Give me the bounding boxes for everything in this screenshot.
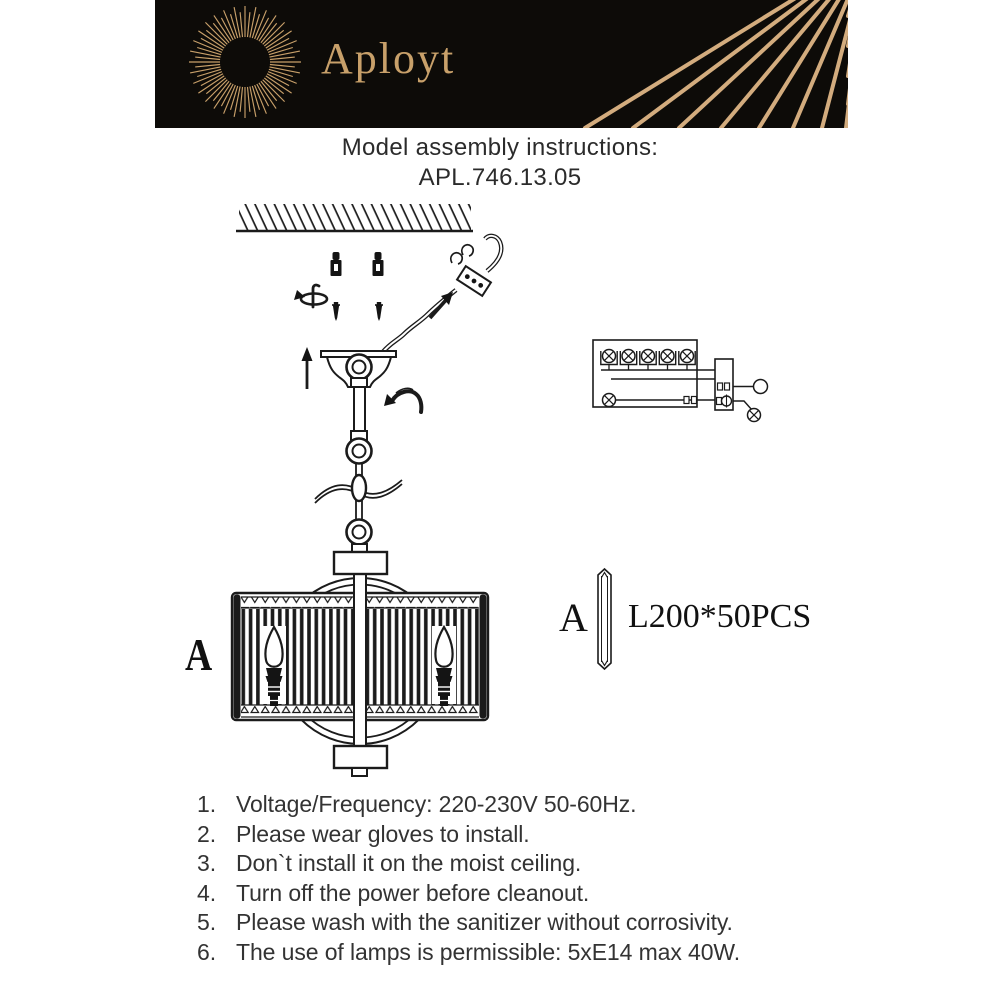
instruction-number: 2. (197, 820, 216, 847)
ceiling-hatch (236, 204, 473, 231)
legend-label: A (559, 595, 588, 640)
corner-rays-decoration (585, 0, 848, 128)
direction-arrow-icon (430, 292, 453, 318)
model-number: APL.746.13.05 (418, 164, 582, 191)
ground-circle (754, 380, 768, 394)
crystal-rod-drawing (598, 569, 611, 669)
instruction-number: 6. (197, 938, 216, 965)
legend-spec: L200*50PCS (628, 598, 812, 635)
candle-bulb (262, 626, 286, 706)
lamp-symbol (748, 409, 761, 422)
bottom-hub (334, 746, 387, 768)
banner (155, 0, 848, 128)
instruction-item (197, 938, 740, 968)
lamp-symbol (603, 350, 616, 363)
part-label: A (185, 629, 213, 680)
wall-anchor-icons (331, 252, 384, 276)
banner-art (155, 0, 848, 128)
wiring-diagram (593, 340, 768, 422)
instruction-item (197, 820, 740, 850)
instruction-text: Turn off the power before cleanout. (236, 879, 590, 906)
assembly-diagram (150, 195, 850, 790)
instruction-text: Please wash with the sanitizer without corrosivity. (236, 909, 733, 936)
instruction-number: 5. (197, 909, 216, 936)
chandelier-body (232, 544, 488, 776)
instruction-text: The use of lamps is permissible: 5xE14 max 40W. (236, 938, 741, 965)
brand-name: Aployt (321, 34, 456, 83)
instruction-item (197, 849, 740, 879)
finial (352, 768, 367, 776)
instruction-number: 4. (197, 879, 216, 906)
instruction-item (197, 790, 740, 820)
chain-and-wire (315, 463, 402, 545)
lamp-symbol (603, 394, 616, 407)
instruction-number: 3. (197, 850, 216, 877)
instruction-item (197, 908, 740, 938)
candle-bulb (432, 626, 456, 706)
lamp-symbol (681, 350, 694, 363)
chain-link (352, 475, 366, 501)
center-rod (354, 574, 366, 747)
instruction-text: Please wear gloves to install. (236, 820, 530, 847)
lamp-symbol (642, 350, 655, 363)
screw-icons (332, 302, 383, 321)
ceiling-canopy (321, 351, 396, 464)
lamp-symbol (661, 350, 674, 363)
instruction-number: 1. (197, 791, 216, 817)
instruction-item (197, 879, 740, 909)
instructions-list (197, 790, 740, 968)
up-arrow-icon (302, 347, 313, 389)
lamp-symbol (622, 350, 635, 363)
page-title: Model assembly instructions: (341, 134, 659, 161)
instruction-text: Voltage/Frequency: 220-230V 50-60Hz. (236, 791, 637, 817)
terminal-block (715, 359, 733, 410)
title-block (0, 133, 1000, 193)
top-hub (334, 552, 387, 574)
sunburst-logo-icon (189, 6, 301, 118)
hook-icon (384, 388, 421, 412)
rotation-arrow-icon (294, 285, 327, 307)
instruction-text: Don`t install it on the moist ceiling. (236, 850, 582, 877)
wire-connector (382, 236, 501, 353)
